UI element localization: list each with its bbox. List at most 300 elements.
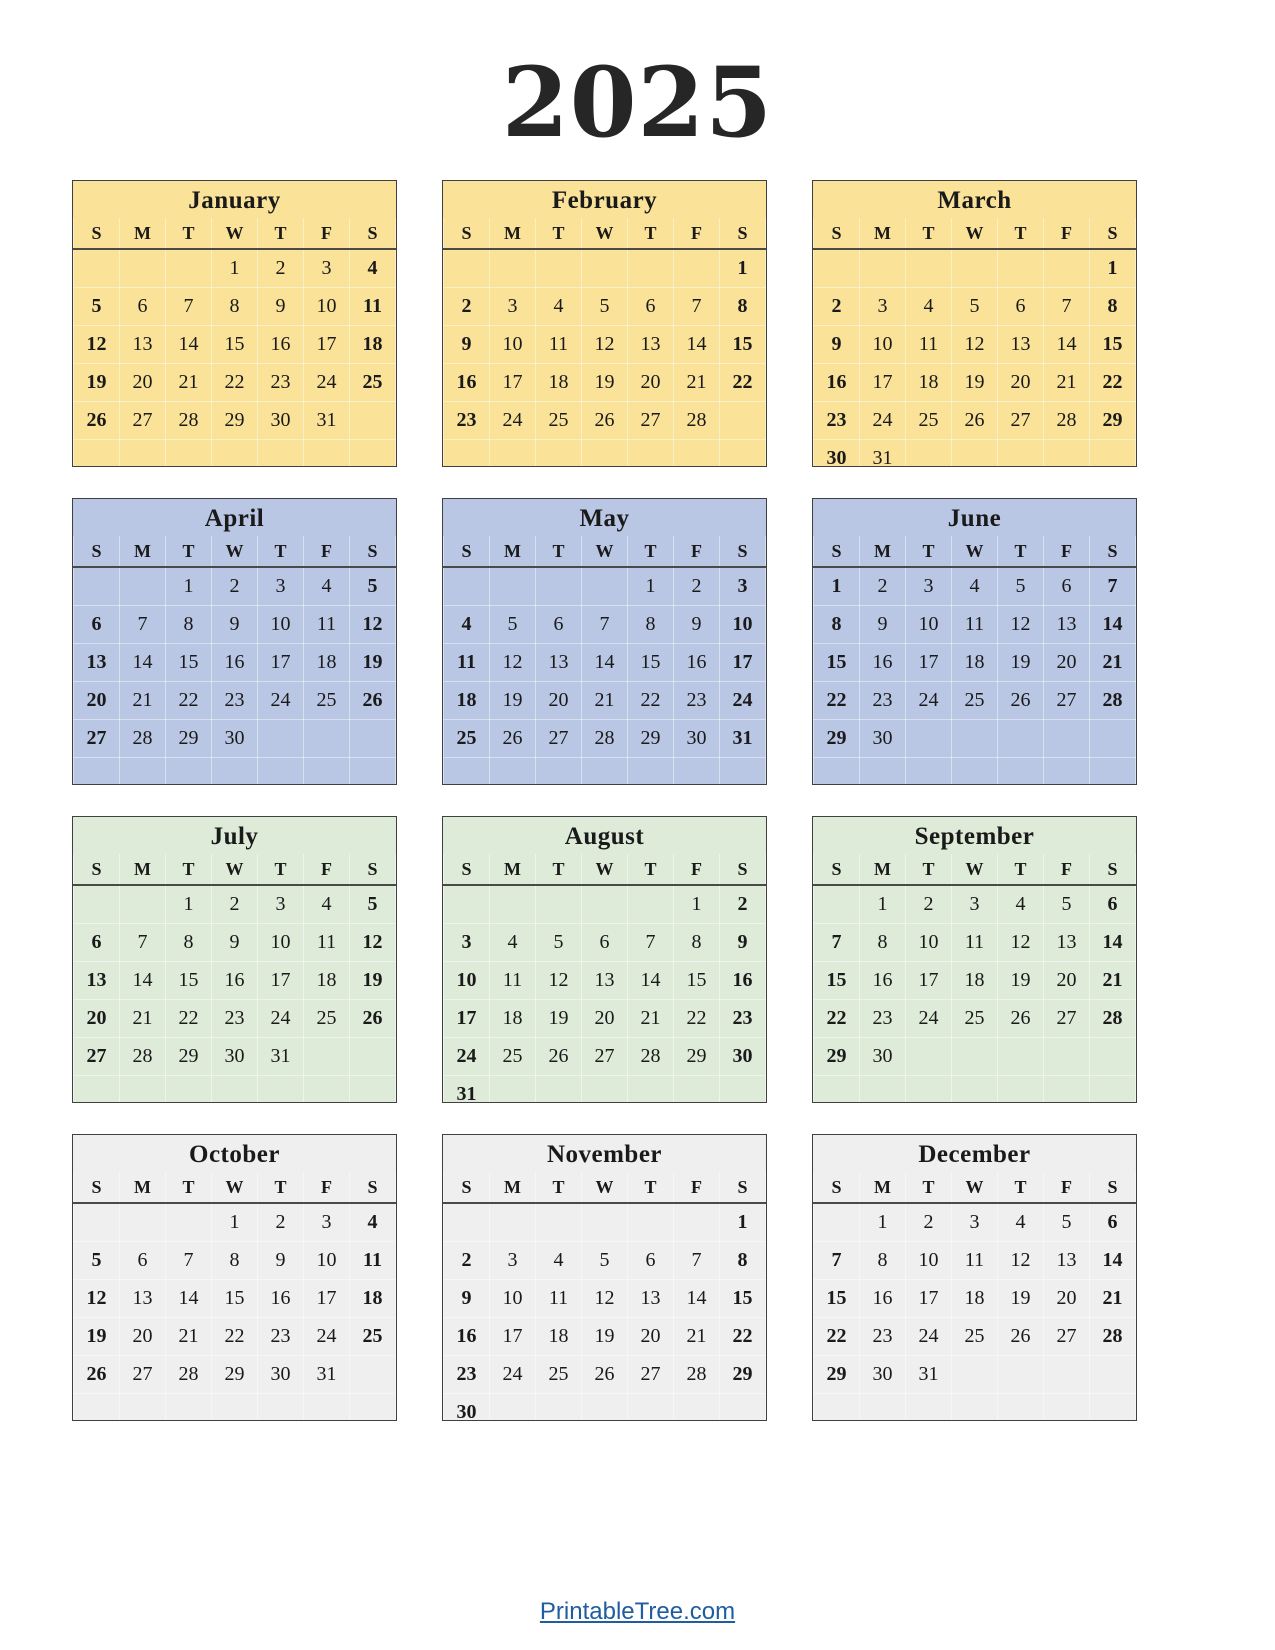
date-cell: 2 xyxy=(444,288,490,326)
date-cell: 19 xyxy=(350,962,396,1000)
date-cell: 23 xyxy=(720,1000,766,1038)
week-row xyxy=(74,1280,396,1318)
date-cell xyxy=(120,440,166,468)
day-header-cell: F xyxy=(674,536,720,567)
date-cell xyxy=(906,720,952,758)
date-cell: 1 xyxy=(860,885,906,924)
date-cell: 7 xyxy=(582,606,628,644)
date-cell: 6 xyxy=(74,924,120,962)
date-cell: 5 xyxy=(582,1242,628,1280)
date-cell xyxy=(536,1076,582,1104)
day-header-cell: F xyxy=(304,536,350,567)
date-cell: 25 xyxy=(906,402,952,440)
date-cell xyxy=(1090,1356,1136,1394)
date-cell: 2 xyxy=(258,1203,304,1242)
date-cell: 4 xyxy=(536,288,582,326)
date-cell: 28 xyxy=(1090,682,1136,720)
week-row xyxy=(74,606,396,644)
date-cell: 5 xyxy=(536,924,582,962)
date-cell: 13 xyxy=(998,326,1044,364)
dates-body xyxy=(444,249,766,467)
date-cell xyxy=(304,1394,350,1422)
date-cell xyxy=(1044,249,1090,288)
date-cell xyxy=(536,440,582,468)
date-cell: 22 xyxy=(720,364,766,402)
date-cell xyxy=(998,720,1044,758)
month-title: March xyxy=(937,186,1012,214)
date-cell: 21 xyxy=(674,1318,720,1356)
month-card-may xyxy=(442,498,767,785)
date-cell: 24 xyxy=(860,402,906,440)
day-header-cell: M xyxy=(120,1172,166,1203)
day-header-cell: M xyxy=(860,1172,906,1203)
date-cell: 1 xyxy=(166,885,212,924)
month-card-december xyxy=(812,1134,1137,1421)
date-cell: 28 xyxy=(1090,1000,1136,1038)
week-row xyxy=(444,1203,766,1242)
date-cell: 13 xyxy=(1044,924,1090,962)
day-header-cell: S xyxy=(1090,854,1136,885)
date-cell: 1 xyxy=(860,1203,906,1242)
day-header-cell: T xyxy=(628,218,674,249)
week-row xyxy=(444,644,766,682)
date-cell xyxy=(536,1394,582,1422)
date-cell: 25 xyxy=(304,1000,350,1038)
date-cell: 1 xyxy=(166,567,212,606)
date-cell: 9 xyxy=(212,924,258,962)
date-cell xyxy=(582,885,628,924)
week-row xyxy=(444,1038,766,1076)
date-cell xyxy=(350,1038,396,1076)
date-cell: 6 xyxy=(998,288,1044,326)
date-cell: 17 xyxy=(490,364,536,402)
date-cell: 27 xyxy=(1044,1000,1090,1038)
date-cell xyxy=(998,1038,1044,1076)
day-header-cell: M xyxy=(860,536,906,567)
date-cell xyxy=(120,885,166,924)
date-cell: 14 xyxy=(1090,606,1136,644)
date-cell xyxy=(628,249,674,288)
date-cell: 19 xyxy=(350,644,396,682)
date-cell: 11 xyxy=(304,924,350,962)
date-cell xyxy=(536,249,582,288)
date-cell: 9 xyxy=(860,606,906,644)
day-header-row xyxy=(74,536,396,567)
week-row xyxy=(814,720,1136,758)
day-header-cell: T xyxy=(166,536,212,567)
date-cell: 12 xyxy=(998,924,1044,962)
month-title: January xyxy=(188,186,281,214)
date-cell: 9 xyxy=(258,288,304,326)
week-row xyxy=(444,567,766,606)
day-header-cell: M xyxy=(490,536,536,567)
date-cell xyxy=(860,249,906,288)
day-header-cell: S xyxy=(74,854,120,885)
week-row xyxy=(444,288,766,326)
week-row xyxy=(74,249,396,288)
date-cell: 30 xyxy=(258,402,304,440)
date-cell: 4 xyxy=(536,1242,582,1280)
day-header-cell: F xyxy=(304,218,350,249)
week-row xyxy=(74,1394,396,1422)
date-cell: 17 xyxy=(906,644,952,682)
month-card-march xyxy=(812,180,1137,467)
date-cell: 9 xyxy=(674,606,720,644)
year-title: 2025 xyxy=(501,46,774,159)
date-cell: 8 xyxy=(1090,288,1136,326)
week-row xyxy=(814,1394,1136,1422)
date-cell: 17 xyxy=(906,1280,952,1318)
month-title: November xyxy=(546,1140,663,1168)
day-header-cell: W xyxy=(952,536,998,567)
day-header-cell: S xyxy=(720,218,766,249)
date-cell: 10 xyxy=(906,1242,952,1280)
day-header-cell: S xyxy=(350,854,396,885)
date-cell: 14 xyxy=(674,326,720,364)
date-cell xyxy=(166,440,212,468)
date-cell xyxy=(952,758,998,786)
week-row xyxy=(814,1280,1136,1318)
day-header-cell: S xyxy=(444,218,490,249)
date-cell: 2 xyxy=(814,288,860,326)
week-row xyxy=(74,288,396,326)
date-cell: 22 xyxy=(814,1000,860,1038)
day-header-cell: S xyxy=(1090,1172,1136,1203)
month-title: July xyxy=(210,822,259,850)
date-cell xyxy=(166,1076,212,1104)
date-cell: 7 xyxy=(120,606,166,644)
date-cell: 25 xyxy=(536,1356,582,1394)
week-row xyxy=(444,885,766,924)
date-cell xyxy=(582,758,628,786)
date-cell: 15 xyxy=(814,1280,860,1318)
date-cell xyxy=(628,1076,674,1104)
date-cell: 28 xyxy=(120,1038,166,1076)
date-cell: 24 xyxy=(304,364,350,402)
date-cell xyxy=(490,758,536,786)
date-cell: 24 xyxy=(490,402,536,440)
date-cell xyxy=(74,1076,120,1104)
day-header-cell: F xyxy=(1044,854,1090,885)
day-header-cell: S xyxy=(444,1172,490,1203)
date-cell: 18 xyxy=(952,1280,998,1318)
day-header-cell: W xyxy=(952,854,998,885)
week-row xyxy=(74,326,396,364)
date-cell: 30 xyxy=(814,440,860,468)
date-cell: 23 xyxy=(860,1318,906,1356)
date-cell: 6 xyxy=(1044,567,1090,606)
date-cell: 21 xyxy=(120,682,166,720)
date-cell: 17 xyxy=(860,364,906,402)
date-cell xyxy=(166,1394,212,1422)
date-cell: 20 xyxy=(1044,644,1090,682)
date-cell: 31 xyxy=(860,440,906,468)
date-cell xyxy=(490,249,536,288)
week-row xyxy=(814,682,1136,720)
week-row xyxy=(814,962,1136,1000)
week-row xyxy=(444,962,766,1000)
date-cell: 11 xyxy=(952,606,998,644)
date-cell: 28 xyxy=(674,1356,720,1394)
date-cell: 14 xyxy=(120,644,166,682)
month-title: February xyxy=(551,186,658,214)
date-cell: 29 xyxy=(166,1038,212,1076)
date-cell xyxy=(998,1356,1044,1394)
week-row xyxy=(444,1242,766,1280)
day-header-cell: M xyxy=(490,854,536,885)
date-cell: 16 xyxy=(720,962,766,1000)
date-cell: 9 xyxy=(444,326,490,364)
week-row xyxy=(814,1242,1136,1280)
date-cell: 3 xyxy=(720,567,766,606)
week-row xyxy=(74,567,396,606)
date-cell: 27 xyxy=(628,1356,674,1394)
date-cell: 5 xyxy=(952,288,998,326)
date-cell xyxy=(674,1203,720,1242)
date-cell: 6 xyxy=(1090,1203,1136,1242)
date-cell: 16 xyxy=(212,644,258,682)
date-cell xyxy=(350,720,396,758)
date-cell: 27 xyxy=(74,1038,120,1076)
week-row xyxy=(74,720,396,758)
date-cell: 14 xyxy=(1090,924,1136,962)
dates-body xyxy=(74,885,396,1103)
date-cell: 21 xyxy=(166,364,212,402)
date-cell: 12 xyxy=(582,326,628,364)
date-cell xyxy=(212,440,258,468)
date-cell xyxy=(952,1038,998,1076)
date-cell: 24 xyxy=(906,1000,952,1038)
date-cell xyxy=(1090,758,1136,786)
date-cell: 15 xyxy=(674,962,720,1000)
dates-body xyxy=(74,1203,396,1421)
date-cell xyxy=(906,1038,952,1076)
date-cell: 8 xyxy=(628,606,674,644)
day-header-cell: F xyxy=(674,854,720,885)
week-row xyxy=(814,606,1136,644)
date-cell: 18 xyxy=(304,644,350,682)
date-cell: 3 xyxy=(304,249,350,288)
date-cell: 4 xyxy=(304,567,350,606)
date-cell: 7 xyxy=(166,1242,212,1280)
week-row xyxy=(444,1394,766,1422)
day-header-cell: T xyxy=(166,854,212,885)
date-cell: 15 xyxy=(212,326,258,364)
date-cell: 21 xyxy=(1090,644,1136,682)
date-cell xyxy=(582,1394,628,1422)
date-cell: 22 xyxy=(166,682,212,720)
date-cell: 13 xyxy=(628,1280,674,1318)
date-cell: 3 xyxy=(906,567,952,606)
date-cell: 16 xyxy=(814,364,860,402)
date-cell xyxy=(490,1394,536,1422)
week-row xyxy=(444,606,766,644)
date-cell xyxy=(120,758,166,786)
date-cell: 15 xyxy=(814,644,860,682)
date-cell: 29 xyxy=(814,720,860,758)
date-cell: 19 xyxy=(74,364,120,402)
day-header-cell: T xyxy=(628,1172,674,1203)
date-cell xyxy=(952,249,998,288)
date-cell xyxy=(74,567,120,606)
date-cell xyxy=(582,1076,628,1104)
date-cell: 25 xyxy=(952,682,998,720)
date-cell xyxy=(1090,440,1136,468)
date-cell: 22 xyxy=(814,1318,860,1356)
date-cell: 7 xyxy=(814,1242,860,1280)
date-cell xyxy=(166,249,212,288)
dates-body xyxy=(444,885,766,1103)
date-cell: 11 xyxy=(304,606,350,644)
date-cell: 6 xyxy=(628,1242,674,1280)
week-row xyxy=(74,924,396,962)
date-cell: 28 xyxy=(628,1038,674,1076)
date-cell: 15 xyxy=(212,1280,258,1318)
week-row xyxy=(74,1076,396,1104)
date-cell: 2 xyxy=(212,567,258,606)
date-cell: 15 xyxy=(166,644,212,682)
week-row xyxy=(444,682,766,720)
day-header-cell: S xyxy=(720,1172,766,1203)
date-cell: 8 xyxy=(814,606,860,644)
date-cell xyxy=(444,758,490,786)
week-row xyxy=(74,1242,396,1280)
day-header-cell: S xyxy=(814,1172,860,1203)
date-cell: 1 xyxy=(674,885,720,924)
date-cell: 17 xyxy=(258,962,304,1000)
date-cell: 25 xyxy=(952,1318,998,1356)
date-cell: 6 xyxy=(74,606,120,644)
date-cell: 23 xyxy=(258,364,304,402)
date-cell: 30 xyxy=(258,1356,304,1394)
date-cell: 5 xyxy=(582,288,628,326)
date-cell: 11 xyxy=(350,1242,396,1280)
date-cell xyxy=(998,1394,1044,1422)
date-cell: 7 xyxy=(1044,288,1090,326)
week-row xyxy=(74,1356,396,1394)
date-cell: 28 xyxy=(582,720,628,758)
date-cell: 1 xyxy=(212,249,258,288)
date-cell: 22 xyxy=(720,1318,766,1356)
date-cell: 21 xyxy=(1044,364,1090,402)
date-cell: 14 xyxy=(1090,1242,1136,1280)
date-cell xyxy=(1090,720,1136,758)
date-cell: 13 xyxy=(120,326,166,364)
date-cell: 5 xyxy=(74,1242,120,1280)
date-cell xyxy=(814,1203,860,1242)
day-header-row xyxy=(444,1172,766,1203)
date-cell xyxy=(536,885,582,924)
date-cell xyxy=(582,249,628,288)
month-card-june xyxy=(812,498,1137,785)
date-cell: 17 xyxy=(906,962,952,1000)
date-cell: 19 xyxy=(582,1318,628,1356)
day-header-cell: T xyxy=(998,218,1044,249)
date-cell: 23 xyxy=(444,402,490,440)
date-cell: 29 xyxy=(166,720,212,758)
day-header-cell: S xyxy=(350,218,396,249)
date-cell xyxy=(628,440,674,468)
date-cell xyxy=(350,758,396,786)
date-cell: 19 xyxy=(582,364,628,402)
date-cell: 2 xyxy=(444,1242,490,1280)
date-cell: 29 xyxy=(1090,402,1136,440)
date-cell: 8 xyxy=(860,1242,906,1280)
day-header-cell: S xyxy=(814,536,860,567)
date-cell xyxy=(120,1076,166,1104)
date-cell: 30 xyxy=(720,1038,766,1076)
date-cell: 25 xyxy=(304,682,350,720)
date-cell: 11 xyxy=(350,288,396,326)
date-cell: 29 xyxy=(814,1038,860,1076)
date-cell xyxy=(490,567,536,606)
date-cell: 9 xyxy=(720,924,766,962)
week-row xyxy=(74,1038,396,1076)
date-cell: 3 xyxy=(304,1203,350,1242)
month-card-october xyxy=(72,1134,397,1421)
day-header-cell: M xyxy=(860,218,906,249)
date-cell xyxy=(1044,1076,1090,1104)
dates-body xyxy=(814,249,1136,467)
date-cell: 4 xyxy=(998,1203,1044,1242)
date-cell: 31 xyxy=(720,720,766,758)
date-cell: 8 xyxy=(720,1242,766,1280)
day-header-cell: T xyxy=(258,1172,304,1203)
footer-link[interactable]: PrintableTree.com xyxy=(539,1598,736,1625)
date-cell xyxy=(490,440,536,468)
date-cell: 28 xyxy=(120,720,166,758)
date-cell: 31 xyxy=(444,1076,490,1104)
date-cell xyxy=(120,567,166,606)
month-card-november xyxy=(442,1134,767,1421)
date-cell: 15 xyxy=(720,1280,766,1318)
date-cell xyxy=(1044,440,1090,468)
date-cell: 1 xyxy=(628,567,674,606)
day-header-cell: W xyxy=(582,218,628,249)
date-cell: 8 xyxy=(212,1242,258,1280)
date-cell: 4 xyxy=(490,924,536,962)
date-cell: 1 xyxy=(720,1203,766,1242)
week-row xyxy=(444,249,766,288)
date-cell: 25 xyxy=(350,364,396,402)
date-cell: 31 xyxy=(304,402,350,440)
week-row xyxy=(814,364,1136,402)
date-cell: 1 xyxy=(720,249,766,288)
date-cell: 26 xyxy=(74,1356,120,1394)
day-header-row xyxy=(74,218,396,249)
date-cell: 20 xyxy=(74,1000,120,1038)
date-cell: 29 xyxy=(212,1356,258,1394)
day-header-cell: S xyxy=(444,536,490,567)
day-header-cell: W xyxy=(212,1172,258,1203)
date-cell: 3 xyxy=(258,567,304,606)
date-cell xyxy=(1044,1356,1090,1394)
date-cell: 6 xyxy=(628,288,674,326)
date-cell xyxy=(582,567,628,606)
date-cell xyxy=(1090,1076,1136,1104)
date-cell: 13 xyxy=(1044,606,1090,644)
date-cell xyxy=(582,1203,628,1242)
week-row xyxy=(74,1000,396,1038)
date-cell xyxy=(720,440,766,468)
day-header-cell: S xyxy=(350,1172,396,1203)
date-cell: 6 xyxy=(120,1242,166,1280)
date-cell: 9 xyxy=(258,1242,304,1280)
date-cell: 29 xyxy=(814,1356,860,1394)
date-cell: 10 xyxy=(490,326,536,364)
date-cell: 2 xyxy=(906,1203,952,1242)
day-header-row xyxy=(814,854,1136,885)
